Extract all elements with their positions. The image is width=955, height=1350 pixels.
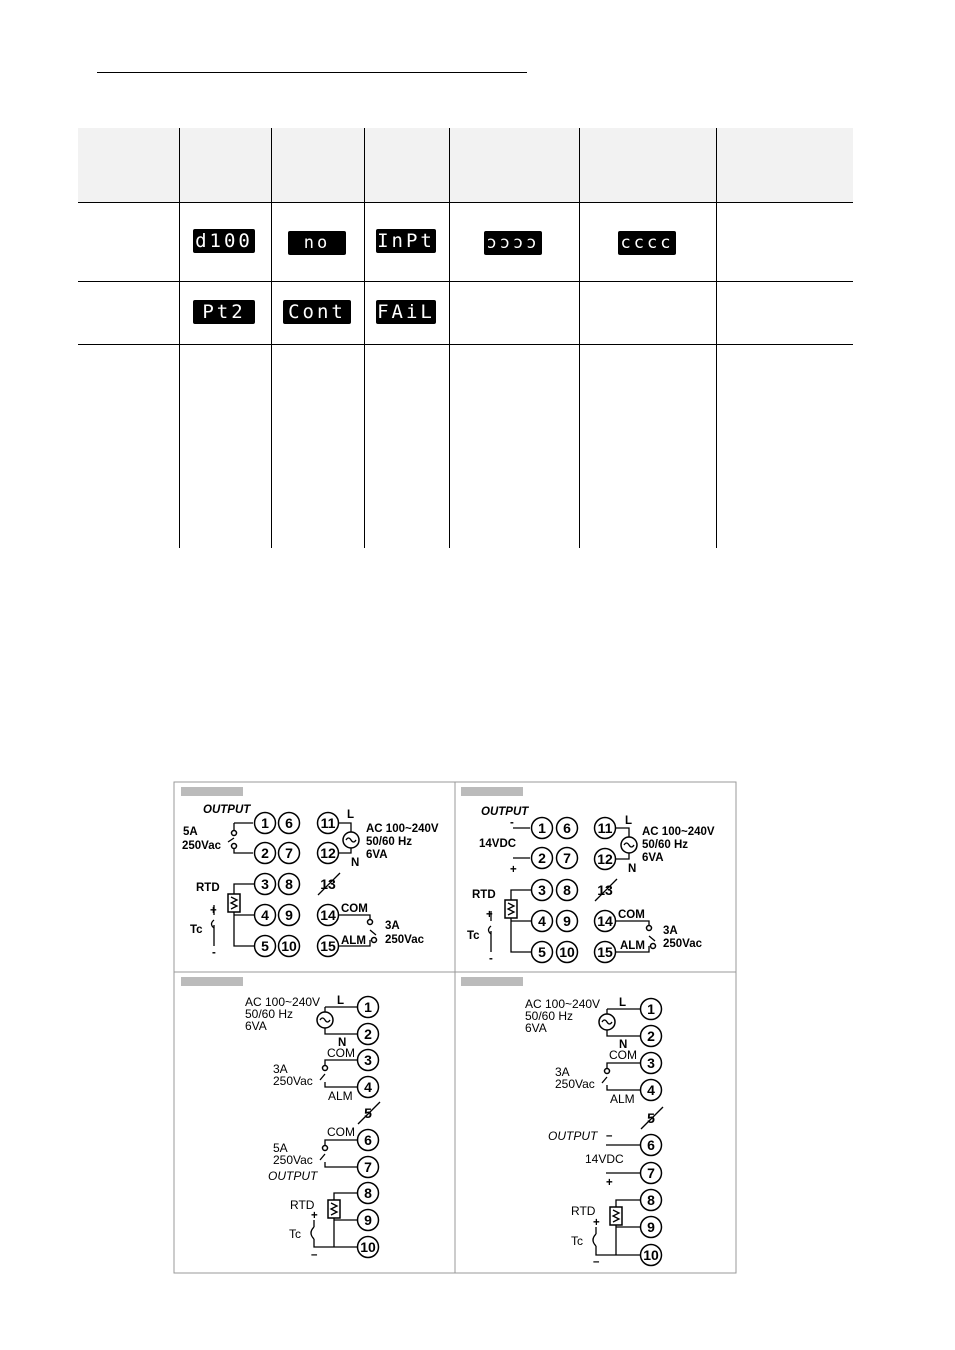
svg-text:–: – xyxy=(311,1249,318,1261)
diagram-tab xyxy=(461,977,523,986)
svg-text:3: 3 xyxy=(538,882,546,898)
lcd-display-d100: d100 xyxy=(193,229,255,253)
svg-text:6: 6 xyxy=(364,1132,372,1148)
svg-text:N: N xyxy=(619,1039,628,1051)
wiring-diagram-vertical-relay xyxy=(245,995,380,1261)
svg-text:RTD: RTD xyxy=(196,882,220,894)
svg-text:COM: COM xyxy=(618,909,645,921)
svg-text:2: 2 xyxy=(261,845,269,861)
svg-text:RTD: RTD xyxy=(290,1198,315,1212)
svg-text:50/60 Hz: 50/60 Hz xyxy=(642,839,689,851)
svg-text:6VA: 6VA xyxy=(525,1021,547,1035)
svg-text:5: 5 xyxy=(261,938,269,954)
svg-text:7: 7 xyxy=(647,1165,655,1181)
svg-text:L: L xyxy=(619,997,627,1009)
svg-text:5: 5 xyxy=(647,1110,655,1126)
lcd-display-no: no xyxy=(288,231,346,255)
wiring-diagram-relay-output xyxy=(182,804,439,959)
svg-text:OUTPUT: OUTPUT xyxy=(268,1169,318,1183)
svg-text:1: 1 xyxy=(538,820,546,836)
svg-text:6VA: 6VA xyxy=(245,1019,267,1033)
svg-text:OUTPUT: OUTPUT xyxy=(481,806,529,818)
svg-text:+: + xyxy=(606,1177,613,1189)
svg-text:Tc: Tc xyxy=(571,1234,583,1248)
lcd-display-pt2: Pt2 xyxy=(193,300,255,324)
svg-text:50/60 Hz: 50/60 Hz xyxy=(525,1009,574,1023)
svg-text:9: 9 xyxy=(285,907,293,923)
svg-text:+: + xyxy=(311,1210,318,1222)
svg-text:6: 6 xyxy=(647,1137,655,1153)
diagram-tab xyxy=(461,787,523,796)
svg-text:12: 12 xyxy=(597,851,613,867)
svg-text:11: 11 xyxy=(320,815,336,831)
svg-text:-: - xyxy=(510,817,514,829)
svg-text:250Vac: 250Vac xyxy=(273,1153,313,1167)
svg-text:10: 10 xyxy=(360,1239,376,1255)
svg-text:Tc: Tc xyxy=(190,924,203,936)
svg-text:ALM: ALM xyxy=(341,935,366,947)
svg-text:250Vac: 250Vac xyxy=(663,938,703,950)
svg-text:RTD: RTD xyxy=(472,889,496,901)
svg-text:RTD: RTD xyxy=(571,1204,596,1218)
svg-text:7: 7 xyxy=(285,845,293,861)
svg-text:6: 6 xyxy=(285,815,293,831)
svg-text:N: N xyxy=(628,863,637,875)
svg-text:L: L xyxy=(337,995,345,1007)
svg-text:+: + xyxy=(593,1217,600,1229)
lcd-display-input: InPt xyxy=(377,230,435,252)
svg-text:-: - xyxy=(212,947,216,959)
svg-text:1: 1 xyxy=(647,1001,655,1017)
svg-text:+: + xyxy=(510,864,517,876)
svg-text:15: 15 xyxy=(320,938,336,954)
svg-text:250Vac: 250Vac xyxy=(385,934,425,946)
wiring-diagram-vertical-voltage xyxy=(525,997,663,1268)
svg-text:OUTPUT: OUTPUT xyxy=(548,1129,598,1143)
svg-text:–: – xyxy=(606,1130,613,1142)
svg-text:AC 100~240V: AC 100~240V xyxy=(245,995,321,1009)
svg-text:8: 8 xyxy=(647,1192,655,1208)
svg-text:250Vac: 250Vac xyxy=(555,1077,595,1091)
svg-text:8: 8 xyxy=(364,1185,372,1201)
svg-text:-: - xyxy=(489,953,493,965)
wiring-diagram-voltage-output xyxy=(467,806,715,965)
svg-text:14VDC: 14VDC xyxy=(479,838,517,850)
svg-text:4: 4 xyxy=(647,1082,655,1098)
lcd-display-cccc: cccc xyxy=(618,231,676,255)
svg-text:4: 4 xyxy=(364,1079,372,1095)
svg-text:13: 13 xyxy=(320,876,336,892)
rating-amps: 5A xyxy=(183,826,198,838)
svg-text:COM: COM xyxy=(341,903,368,915)
svg-text:L: L xyxy=(625,815,633,827)
svg-text:3A: 3A xyxy=(555,1065,570,1079)
svg-text:6VA: 6VA xyxy=(366,849,388,861)
svg-text:Tc: Tc xyxy=(289,1227,301,1241)
svg-text:2: 2 xyxy=(364,1026,372,1042)
svg-text:9: 9 xyxy=(647,1219,655,1235)
svg-text:–: – xyxy=(593,1256,600,1268)
svg-text:3: 3 xyxy=(647,1055,655,1071)
svg-text:5: 5 xyxy=(538,944,546,960)
svg-text:COM: COM xyxy=(327,1125,355,1139)
svg-text:15: 15 xyxy=(597,944,613,960)
svg-text:3: 3 xyxy=(364,1052,372,1068)
svg-text:6VA: 6VA xyxy=(642,852,664,864)
svg-text:1: 1 xyxy=(261,815,269,831)
svg-text:8: 8 xyxy=(285,876,293,892)
svg-text:14: 14 xyxy=(597,913,613,929)
lcd-display-fail: FAiL xyxy=(377,301,435,323)
svg-text:9: 9 xyxy=(364,1212,372,1228)
lcd-display-cont: Cont xyxy=(283,300,351,324)
svg-text:N: N xyxy=(351,857,360,869)
svg-text:6: 6 xyxy=(563,820,571,836)
svg-text:3A: 3A xyxy=(273,1062,288,1076)
svg-text:Tc: Tc xyxy=(467,930,480,942)
svg-text:AC 100~240V: AC 100~240V xyxy=(366,823,439,835)
svg-text:ALM: ALM xyxy=(328,1089,353,1103)
svg-text:50/60 Hz: 50/60 Hz xyxy=(366,836,413,848)
svg-text:ALM: ALM xyxy=(610,1092,635,1106)
svg-text:2: 2 xyxy=(538,850,546,866)
svg-text:4: 4 xyxy=(538,913,546,929)
svg-text:5A: 5A xyxy=(273,1141,288,1155)
svg-text:12: 12 xyxy=(320,845,336,861)
svg-text:AC 100~240V: AC 100~240V xyxy=(642,826,715,838)
rating-volts: 250Vac xyxy=(182,840,222,852)
svg-text:11: 11 xyxy=(597,820,613,836)
svg-text:14VDC: 14VDC xyxy=(585,1152,624,1166)
svg-text:14: 14 xyxy=(320,907,336,923)
svg-text:ALM: ALM xyxy=(620,940,645,952)
svg-text:4: 4 xyxy=(261,907,269,923)
lcd-display-hold: ɔɔɔɔ xyxy=(484,231,542,255)
svg-text:+: + xyxy=(210,905,217,917)
svg-text:3A: 3A xyxy=(385,920,400,932)
svg-text:AC 100~240V: AC 100~240V xyxy=(525,997,601,1011)
svg-text:5: 5 xyxy=(364,1105,372,1121)
svg-text:250Vac: 250Vac xyxy=(273,1074,313,1088)
svg-text:3A: 3A xyxy=(663,925,678,937)
svg-text:50/60 Hz: 50/60 Hz xyxy=(245,1007,294,1021)
svg-text:1: 1 xyxy=(364,999,372,1015)
svg-text:7: 7 xyxy=(364,1159,372,1175)
svg-text:2: 2 xyxy=(647,1028,655,1044)
svg-text:10: 10 xyxy=(559,944,575,960)
diagram-tab xyxy=(181,977,243,986)
svg-text:13: 13 xyxy=(597,882,613,898)
svg-text:10: 10 xyxy=(281,938,297,954)
diagram-tab xyxy=(181,787,243,796)
svg-text:10: 10 xyxy=(643,1247,659,1263)
svg-text:3: 3 xyxy=(261,876,269,892)
svg-text:7: 7 xyxy=(563,850,571,866)
svg-text:+: + xyxy=(486,909,493,921)
svg-text:9: 9 xyxy=(563,913,571,929)
svg-text:N: N xyxy=(338,1037,347,1049)
svg-text:L: L xyxy=(347,809,355,821)
svg-text:8: 8 xyxy=(563,882,571,898)
svg-text:COM: COM xyxy=(609,1048,637,1062)
output-label: OUTPUT xyxy=(203,804,251,816)
svg-text:COM: COM xyxy=(327,1046,355,1060)
